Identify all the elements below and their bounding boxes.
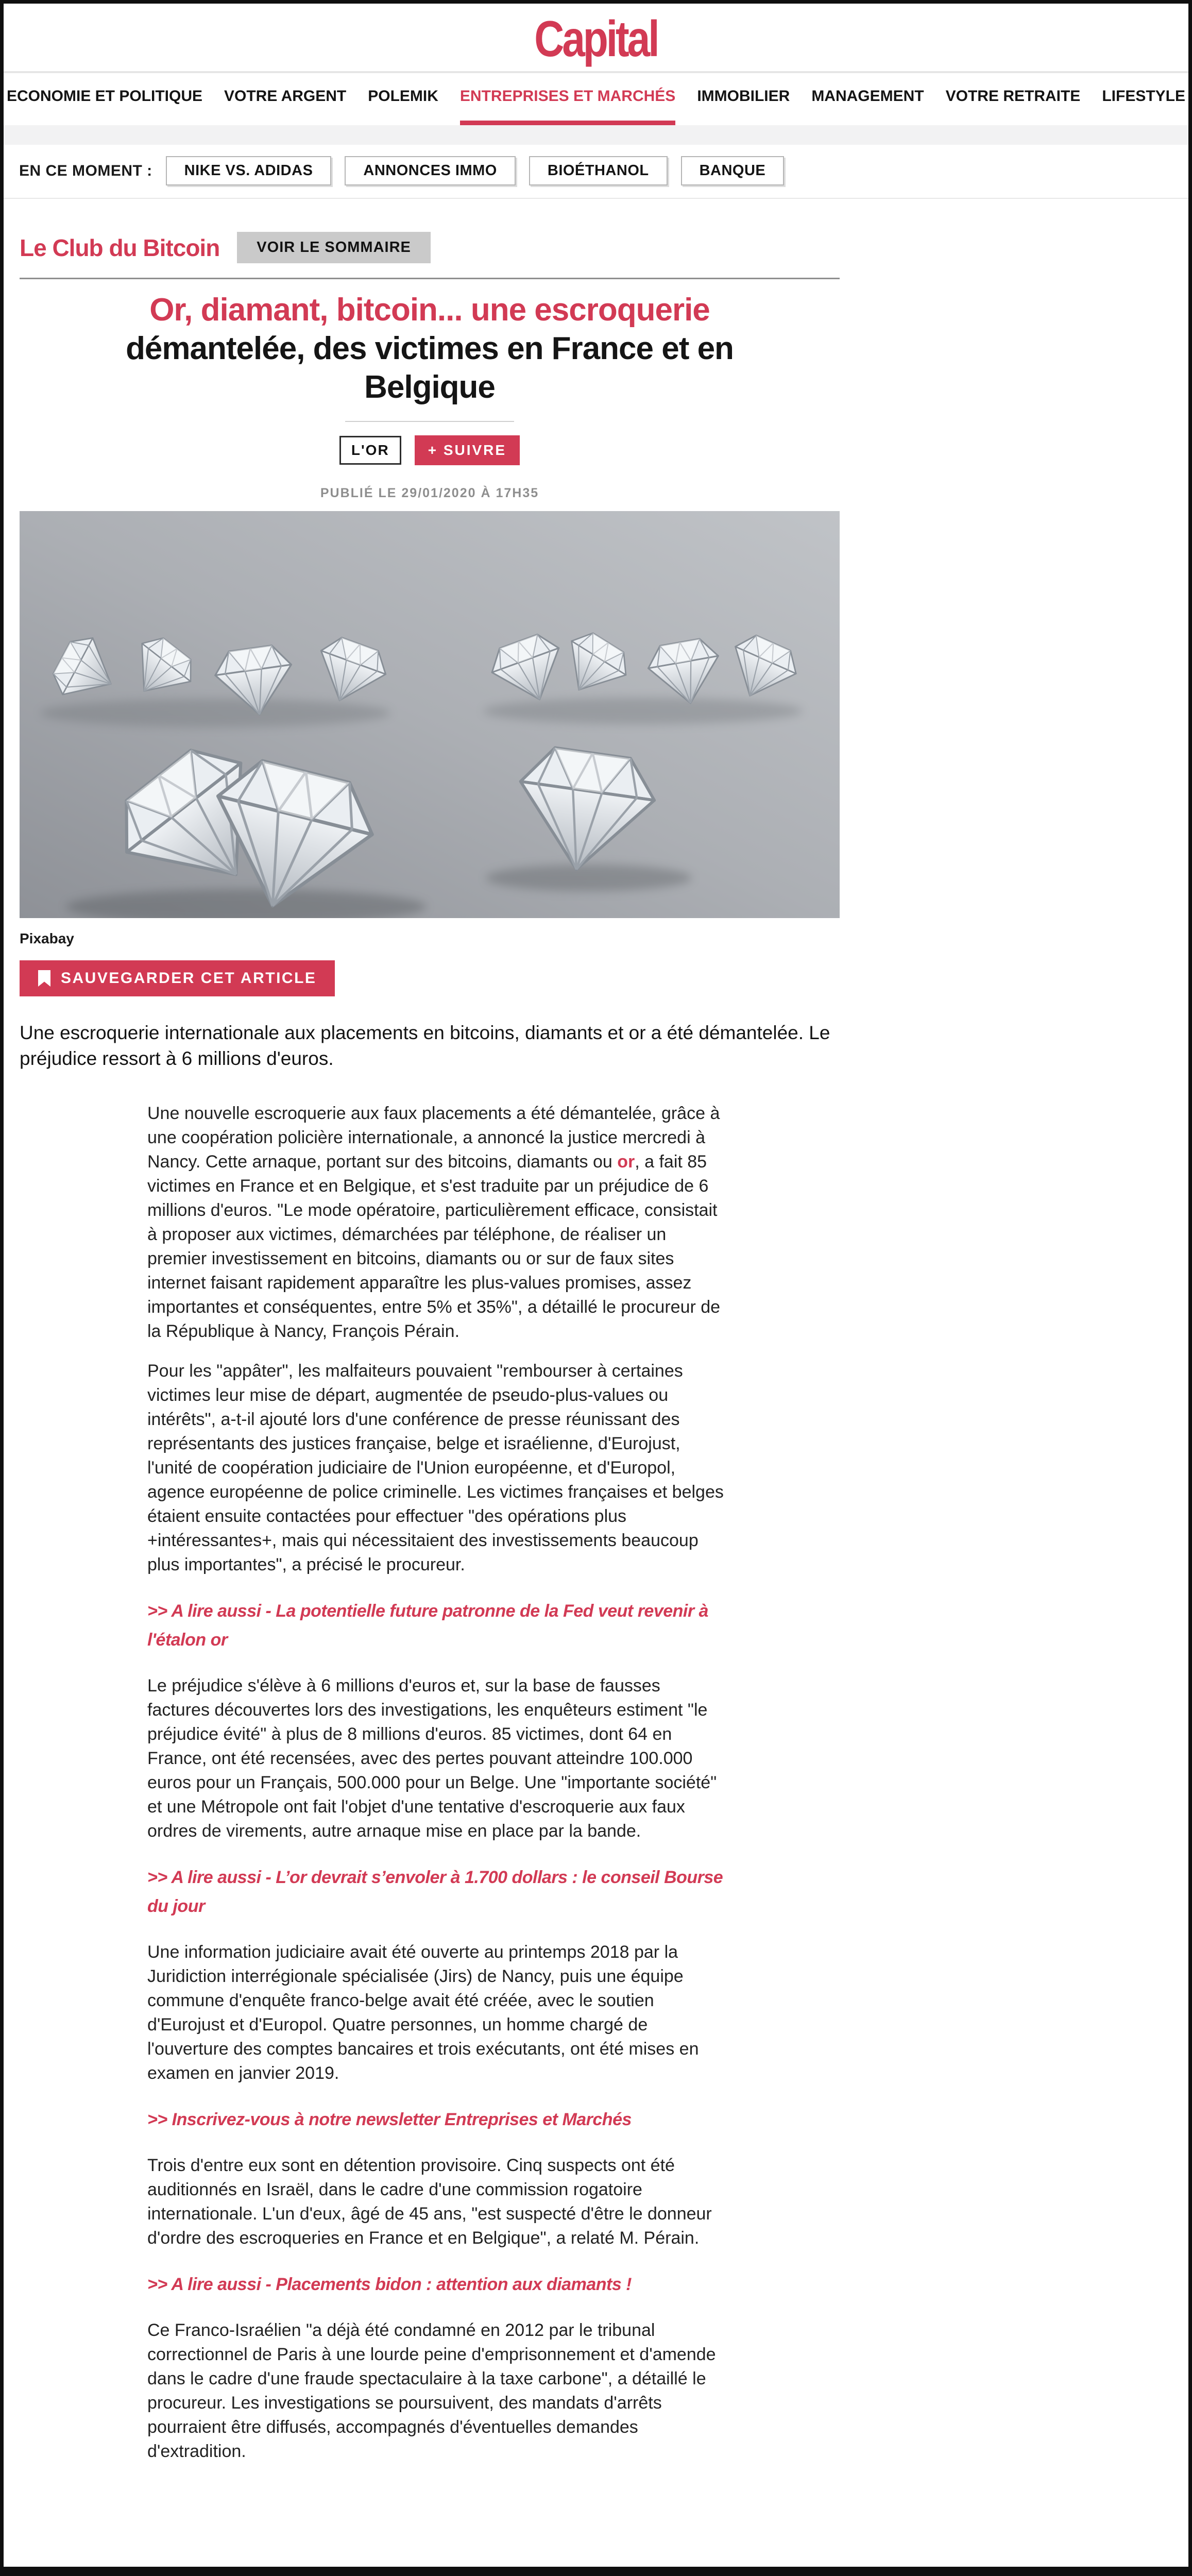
paragraph: Pour les "appâter", les malfaiteurs pouvaient "rembourser à certaines victimes leur mise de départ, augmentée de pseudo-plus-values ou intérêts", a-t-il ajouté lors d'une conférence de presse réunissant des représentants des justices française, belge et israélienne, d'Eurojust, l'unité de coopération judiciaire de l'Union européenne, et d'Europol, agence européenne de police criminelle. Les victimes françaises et belges étaient ensuite contactées pour effectuer "des opérations plus +intéressantes+, mais qui nécessitaient des investissements beaucoup plus importantes", a précisé le procureur.	[147, 1361, 724, 1574]
series-title[interactable]: Le Club du Bitcoin	[20, 234, 220, 261]
trending-item-banque[interactable]: BANQUE	[681, 156, 785, 185]
article-title-rest: démantelée, des victimes en France et en Belgique	[126, 331, 734, 405]
nav-item-management[interactable]: MANAGEMENT	[811, 88, 924, 105]
paragraph: Ce Franco-Israélien "a déjà été condamné en 2012 par le tribunal correctionnel de Paris à une lourde peine d'emprisonnement et d'amende dans le cadre d'une fraude spectaculaire à la taxe carbone", a détaillé le procureur. Les investigations se poursuivent, des mandats d'arrêts pourraient être diffusés, accompagnés d'éventuelles demandes d'extradition.	[147, 2320, 716, 2461]
save-article-button[interactable]	[20, 960, 335, 996]
tag-row	[20, 435, 840, 465]
save-article-label: SAUVEGARDER CET ARTICLE	[61, 970, 317, 987]
trending-item-nike-vs-adidas[interactable]: NIKE VS. ADIDAS	[166, 156, 332, 185]
article-lead: Une escroquerie internationale aux placements en bitcoins, diamants et or a été démantelée. Le préjudice ressort à 6 millions d'euros.	[20, 1022, 830, 1069]
main-nav	[4, 73, 1188, 125]
related-link-or-1700-dollars[interactable]: >> A lire aussi - L’or devrait s’envoler à 1.700 dollars : le conseil Bourse du jour	[147, 1868, 723, 1916]
article-page	[20, 232, 840, 2464]
inline-link-or[interactable]: or	[617, 1152, 635, 1172]
paragraph: Trois d'entre eux sont en détention provisoire. Cinq suspects ont été auditionnés en Israël, dans le cadre d'une commission rogatoire internationale. L'un d'eux, âgé de 45 ans, "est suspecté d'être le donneur d'ordre des escroqueries en France et en Belgique", a relaté M. Pérain.	[147, 2156, 712, 2248]
trending-bar	[4, 145, 1188, 198]
nav-item-economie-et-politique[interactable]: ECONOMIE ET POLITIQUE	[6, 88, 203, 105]
article-body	[147, 1101, 727, 2464]
related-link-etalon-or[interactable]: >> A lire aussi - La potentielle future patronne de la Fed veut revenir à l'étalon or	[147, 1601, 708, 1650]
paragraph-text: , a fait 85 victimes en France et en Belgique, et s'est traduite par un préjudice de 6 millions d'euros. "Le mode opératoire, particulièrement efficace, consistait à proposer aux victimes, démarchées par téléphone, de réaliser un premier investissement en bitcoins, diamants ou or sur de faux sites internet faisant rapidement apparaître les plus-values promises, assez importantes et conséquentes, entre 5% et 35%", a détaillé le procureur de la République à Nancy, François Pérain.	[147, 1152, 721, 1341]
series-header	[20, 232, 840, 263]
nav-item-lifestyle[interactable]: LIFESTYLE	[1102, 88, 1186, 105]
paragraph: Le préjudice s'élève à 6 millions d'euros et, sur la base de fausses factures découvertes lors des investigations, les enquêteurs estiment "le préjudice évité" à plus de 8 millions d'euros. 85 victimes, dont 64 en France, ont été recensées, avec des pertes pouvant atteindre 100.000 euros pour un Français, 500.000 pour un Belge. Une "importante société" et une Métropole ont fait l'objet d'une tentative d'escroquerie aux faux ordres de virements, autre arnaque mise en place par la bande.	[147, 1676, 717, 1841]
see-summary-button[interactable]: VOIR LE SOMMAIRE	[237, 232, 431, 263]
trending-item-bioethanol[interactable]: BIOÉTHANOL	[529, 156, 668, 185]
paragraph	[147, 1101, 727, 1344]
nav-item-entreprises-et-marches[interactable]: ENTREPRISES ET MARCHÉS	[460, 88, 675, 125]
trending-divider	[4, 198, 1188, 199]
bookmark-icon	[38, 970, 50, 987]
capital-logo[interactable]: Capital	[534, 10, 658, 67]
paragraph: Une information judiciaire avait été ouverte au printemps 2018 par la Juridiction interrégionale spécialisée (Jirs) de Nancy, puis une équipe commune d'enquête franco-belge avait été créée, avec le soutien d'Eurojust et d'Europol. Quatre personnes, un homme chargé de l'ouverture des comptes bancaires et trois exécutants, ont été mises en examen en janvier 2019.	[147, 1942, 699, 2083]
section-divider	[20, 278, 840, 279]
site-header	[4, 4, 1188, 71]
follow-button[interactable]: + SUIVRE	[415, 435, 520, 465]
image-credit: Pixabay	[20, 930, 74, 946]
paragraph-text: Une nouvelle escroquerie aux faux placements a été démantelée, grâce à une coopération policière internationale, a annoncé la justice mercredi à Nancy. Cette arnaque, portant sur des bitcoins, diamants ou	[147, 1104, 720, 1172]
related-link-placements-bidon[interactable]: >> A lire aussi - Placements bidon : attention aux diamants !	[147, 2275, 632, 2294]
article-hero-image	[20, 511, 840, 918]
article-title-highlight: Or, diamant, bitcoin... une escroquerie	[149, 292, 710, 328]
trending-label: EN CE MOMENT :	[19, 162, 152, 179]
nav-item-polemik[interactable]: POLEMIK	[368, 88, 438, 105]
nav-item-immobilier[interactable]: IMMOBILIER	[697, 88, 790, 105]
publish-date: PUBLIÉ LE 29/01/2020 À 17H35	[320, 486, 539, 500]
title-divider	[345, 421, 514, 422]
newsletter-link[interactable]: >> Inscrivez-vous à notre newsletter Entreprises et Marchés	[147, 2110, 632, 2129]
diamonds-photo	[20, 511, 840, 918]
trending-item-annonces-immo[interactable]: ANNONCES IMMO	[345, 156, 515, 185]
header-subband	[4, 125, 1188, 145]
nav-item-votre-retraite[interactable]: VOTRE RETRAITE	[945, 88, 1081, 105]
nav-item-votre-argent[interactable]: VOTRE ARGENT	[224, 88, 347, 105]
topic-tag-or[interactable]: L'OR	[339, 436, 401, 465]
article-title	[87, 291, 772, 406]
